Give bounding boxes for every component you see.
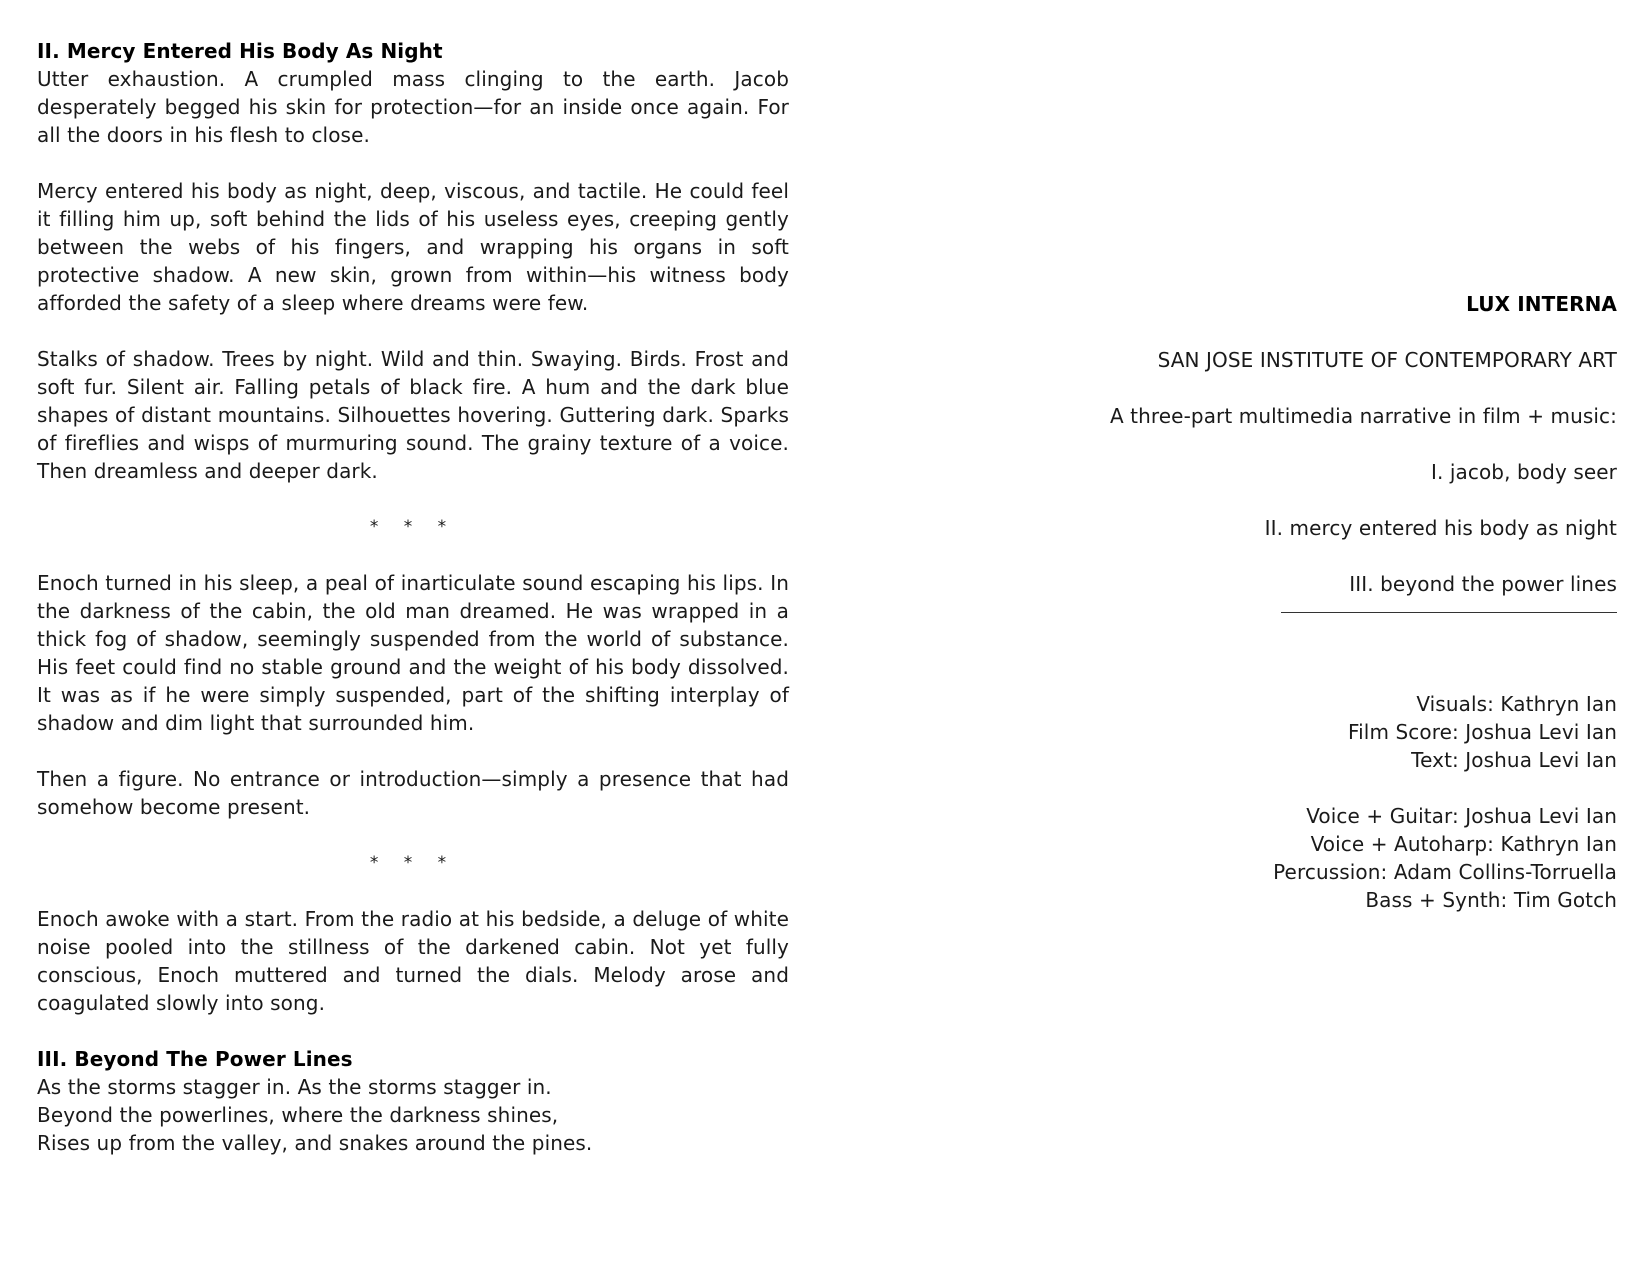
paragraph-enoch-awoke: Enoch awoke with a start. From the radio at his bedside, a deluge of white noise pooled into the stillness of the darkened cabin. Not yet fully conscious, Enoch muttered and turned the dials. Melody arose and coagulated slowly into song. xyxy=(37,907,789,1015)
program-description: A three-part multimedia narrative in film + music: xyxy=(1109,404,1617,428)
part-item: II. mercy entered his body as night xyxy=(1264,516,1617,540)
lyric-line: Beyond the powerlines, where the darkness shines, xyxy=(37,1103,559,1127)
section-separator: * * * xyxy=(369,853,457,873)
credit-line: Visuals: Kathryn Ian xyxy=(1416,692,1617,716)
performer-line: Bass + Synth: Tim Gotch xyxy=(1365,888,1617,912)
section-heading-ii: II. Mercy Entered His Body As Night xyxy=(37,39,443,63)
performer-line: Voice + Autoharp: Kathryn Ian xyxy=(1310,832,1617,856)
section-heading-iii: III. Beyond The Power Lines xyxy=(37,1047,353,1071)
credit-line: Text: Joshua Levi Ian xyxy=(1411,748,1617,772)
paragraph-exhaustion: Utter exhaustion. A crumpled mass clinging to the earth. Jacob desperately begged his skin for protection—for an inside once again. For all the doors in his flesh to close. xyxy=(37,67,789,147)
credit-line: Film Score: Joshua Levi Ian xyxy=(1347,720,1617,744)
lyric-line: Rises up from the valley, and snakes around the pines. xyxy=(37,1131,593,1155)
program-title: LUX INTERNA xyxy=(1466,292,1617,316)
paragraph-figure: Then a figure. No entrance or introduction—simply a presence that had somehow become present. xyxy=(37,767,789,819)
divider-rule xyxy=(1281,612,1617,613)
story-column xyxy=(37,37,789,1157)
paragraph-stalks: Stalks of shadow. Trees by night. Wild and thin. Swaying. Birds. Frost and soft fur. Silent air. Falling petals of black fire. A hum and the dark blue shapes of distant mountains. Silhouettes hovering. Guttering dark. Sparks of fireflies and wisps of murmuring sound. The grainy texture of a voice. Then dreamless and deeper dark. xyxy=(37,347,789,483)
paragraph-enoch-sleep: Enoch turned in his sleep, a peal of inarticulate sound escaping his lips. In the darkness of the cabin, the old man dreamed. He was wrapped in a thick fog of shadow, seemingly suspended from the world of substance. His feet could find no stable ground and the weight of his body dissolved. It was as if he were simply suspended, part of the shifting interplay of shadow and dim light that surrounded him. xyxy=(37,571,789,735)
part-item: I. jacob, body seer xyxy=(1430,460,1617,484)
performer-line: Percussion: Adam Collins-Torruella xyxy=(1273,860,1617,884)
divider-rule-wrap xyxy=(1057,598,1617,690)
program-column xyxy=(1057,290,1617,914)
lyrics-block xyxy=(37,1073,789,1157)
performer-line: Voice + Guitar: Joshua Levi Ian xyxy=(1306,804,1617,828)
lyric-line: As the storms stagger in. As the storms stagger in. xyxy=(37,1075,552,1099)
section-separator: * * * xyxy=(369,517,457,537)
paragraph-mercy: Mercy entered his body as night, deep, viscous, and tactile. He could feel it filling him up, soft behind the lids of his useless eyes, creeping gently between the webs of his fingers, and wrapping his organs in soft protective shadow. A new skin, grown from within—his witness body afforded the safety of a sleep where dreams were few. xyxy=(37,179,789,315)
part-item: III. beyond the power lines xyxy=(1349,572,1617,596)
venue-name: SAN JOSE INSTITUTE OF CONTEMPORARY ART xyxy=(1157,348,1617,372)
